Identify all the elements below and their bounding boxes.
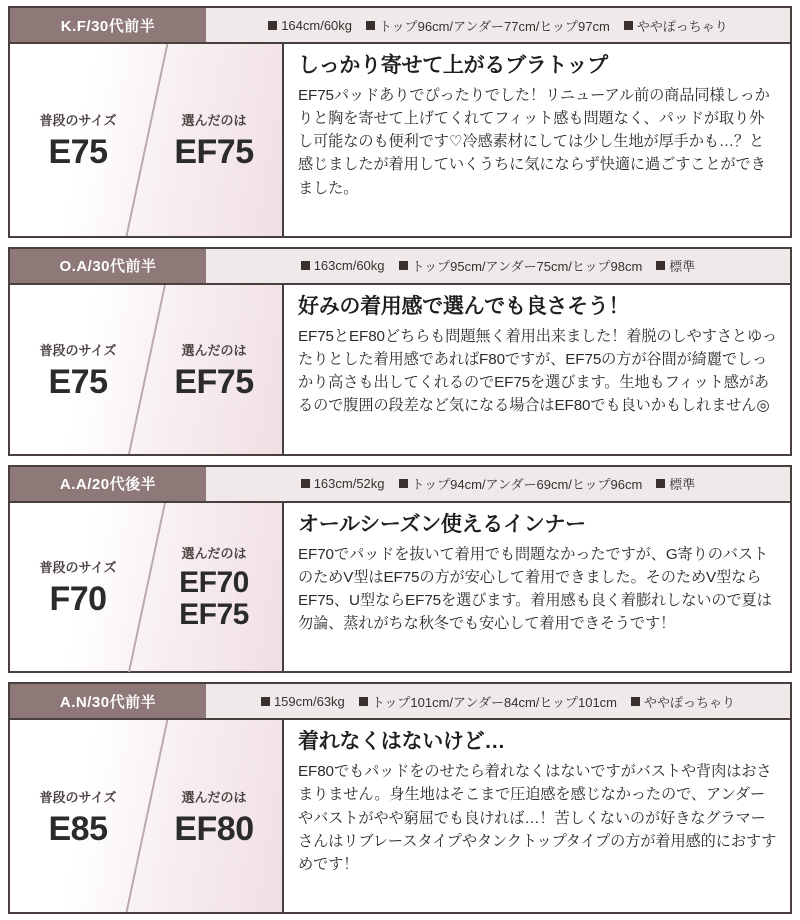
chosen-size-value-alt: EF75 <box>179 598 249 632</box>
size-panel <box>10 285 282 454</box>
reviewer-name: A.N/30代前半 <box>10 684 206 718</box>
review-text: EF70でパッドを抜いて着用でも問題なかったですが、G寄りのバストのためV型はEF75の方が安心して着用できました。そのためV型ならEF75、U型ならEF75を選びます。着用感も良く着膨れしないので夏は勿論、蒸れがちな秋冬でも安心して着用できそうです！ <box>298 545 772 632</box>
spec-item <box>656 256 695 275</box>
review-title: 好みの着用感で選んでも良さそう！ <box>298 294 630 318</box>
spec-text: トップ96cm/アンダー77cm/ヒップ97cm <box>379 18 610 34</box>
chosen-size-column <box>146 720 282 912</box>
spec-text: トップ101cm/アンダー84cm/ヒップ101cm <box>371 694 618 710</box>
spec-text: トップ94cm/アンダー69cm/ヒップ96cm <box>411 477 643 492</box>
usual-size-label: 普段のサイズ <box>39 560 117 576</box>
size-panel <box>10 720 282 912</box>
spec-item <box>359 692 617 711</box>
usual-size-value: E75 <box>48 362 108 401</box>
size-panel <box>10 44 282 236</box>
review-header <box>10 8 790 44</box>
spec-item <box>301 476 385 491</box>
review-title: オールシーズン使えるインナー <box>298 512 586 536</box>
usual-size-label: 普段のサイズ <box>39 113 117 129</box>
bullet-square-icon <box>366 21 375 30</box>
spec-text: 164cm/60kg <box>281 17 353 33</box>
review-header <box>10 684 790 720</box>
spec-item <box>656 474 695 493</box>
review-content <box>282 285 790 454</box>
review-content <box>282 720 790 912</box>
reviewer-specs <box>206 467 790 501</box>
spec-item <box>268 18 352 33</box>
spec-text: 標準 <box>669 477 696 492</box>
spec-text: トップ95cm/アンダー75cm/ヒップ98cm <box>411 259 643 275</box>
reviewer-specs <box>206 249 790 283</box>
reviewer-specs <box>206 684 790 718</box>
review-body <box>10 503 790 672</box>
chosen-size-label: 選んだのは <box>181 546 247 562</box>
bullet-square-icon <box>624 21 633 30</box>
review-header <box>10 467 790 503</box>
reviewer-name: K.F/30代前半 <box>10 8 206 42</box>
chosen-size-value: EF75 <box>174 362 254 401</box>
review-content <box>282 44 790 236</box>
chosen-size-column <box>146 44 282 236</box>
chosen-size-column <box>146 285 282 454</box>
review-body <box>10 44 790 236</box>
review-body <box>10 720 790 912</box>
spec-text: 163cm/52kg <box>313 476 385 491</box>
chosen-size-label: 選んだのは <box>181 113 247 129</box>
spec-text: ややぽっちゃり <box>636 18 728 34</box>
review-text: EF75パッドありでぴったりでした！リニューアル前の商品同様しっかりと胸を寄せて上げてくれてフィット感も問題なく、パッドが取り外し可能なのも便利です♡冷感素材にしては少し生地が厚手かも…？と感じましたが着用していくうちに気にならず快適に過ごすことができました。 <box>298 87 770 197</box>
review-card <box>8 682 792 914</box>
reviewer-name: O.A/30代前半 <box>10 249 206 283</box>
spec-text: 163cm/60kg <box>313 258 385 274</box>
spec-item <box>301 258 385 273</box>
bullet-square-icon <box>656 479 665 488</box>
review-content <box>282 503 790 672</box>
spec-item <box>366 16 610 35</box>
bullet-square-icon <box>399 261 408 270</box>
reviewer-specs <box>206 8 790 42</box>
usual-size-value: E75 <box>48 133 108 172</box>
chosen-size-column <box>146 503 282 672</box>
usual-size-column <box>10 285 146 454</box>
bullet-square-icon <box>399 479 408 488</box>
bullet-square-icon <box>656 261 665 270</box>
spec-item <box>261 694 345 709</box>
review-title: 着れなくはないけど… <box>298 730 505 754</box>
usual-size-value: E85 <box>48 809 108 848</box>
usual-size-value: F70 <box>49 580 107 619</box>
size-panel <box>10 503 282 672</box>
spec-text: 159cm/63kg <box>273 693 345 709</box>
spec-item <box>624 16 728 35</box>
bullet-square-icon <box>631 697 640 706</box>
spec-text: 標準 <box>669 259 696 275</box>
usual-size-label: 普段のサイズ <box>39 342 117 358</box>
chosen-size-value: EF75 <box>174 133 254 172</box>
bullet-square-icon <box>301 479 310 488</box>
review-title: しっかり寄せて上がるブラトップ <box>298 54 608 77</box>
chosen-size-value: EF80 <box>174 809 254 848</box>
review-card <box>8 465 792 674</box>
usual-size-label: 普段のサイズ <box>39 789 117 805</box>
spec-item <box>631 692 735 711</box>
bullet-square-icon <box>268 21 277 30</box>
spec-item <box>399 256 643 275</box>
review-body <box>10 285 790 454</box>
chosen-size-label: 選んだのは <box>181 342 247 358</box>
reviewer-name: A.A/20代後半 <box>10 467 206 501</box>
review-card <box>8 247 792 456</box>
chosen-size-label: 選んだのは <box>181 789 247 805</box>
bullet-square-icon <box>261 697 270 706</box>
usual-size-column <box>10 503 146 672</box>
review-header <box>10 249 790 285</box>
usual-size-column <box>10 44 146 236</box>
bullet-square-icon <box>301 261 310 270</box>
review-text: EF75とEF80どちらも問題無く着用出来ました！着脱のしやすさとゆったりとした着用感であればF80ですが、EF75の方が谷間が綺麗でしっかり高さも出してくれるのでEF75を選びます。生地もフィット感があるので腹囲の段差など気になる場合はEF80でも良いかもしれません◎ <box>298 327 778 415</box>
usual-size-column <box>10 720 146 912</box>
review-card <box>8 6 792 238</box>
spec-text: ややぽっちゃり <box>644 694 736 710</box>
chosen-size-value: EF70 <box>179 566 249 600</box>
review-text: EF80でもパッドをのせたら着れなくはないですがバストや背肉はおさまりません。身生地はそこまで圧迫感を感じなかったので、アンダーやバストがやや窮屈でも良ければ…！苦しくないのが好きなグラマーさんはリブレースタイプやタンクトップタイプの方が着用感的におすすめです！ <box>298 763 777 873</box>
spec-item <box>399 474 643 493</box>
bullet-square-icon <box>359 697 368 706</box>
